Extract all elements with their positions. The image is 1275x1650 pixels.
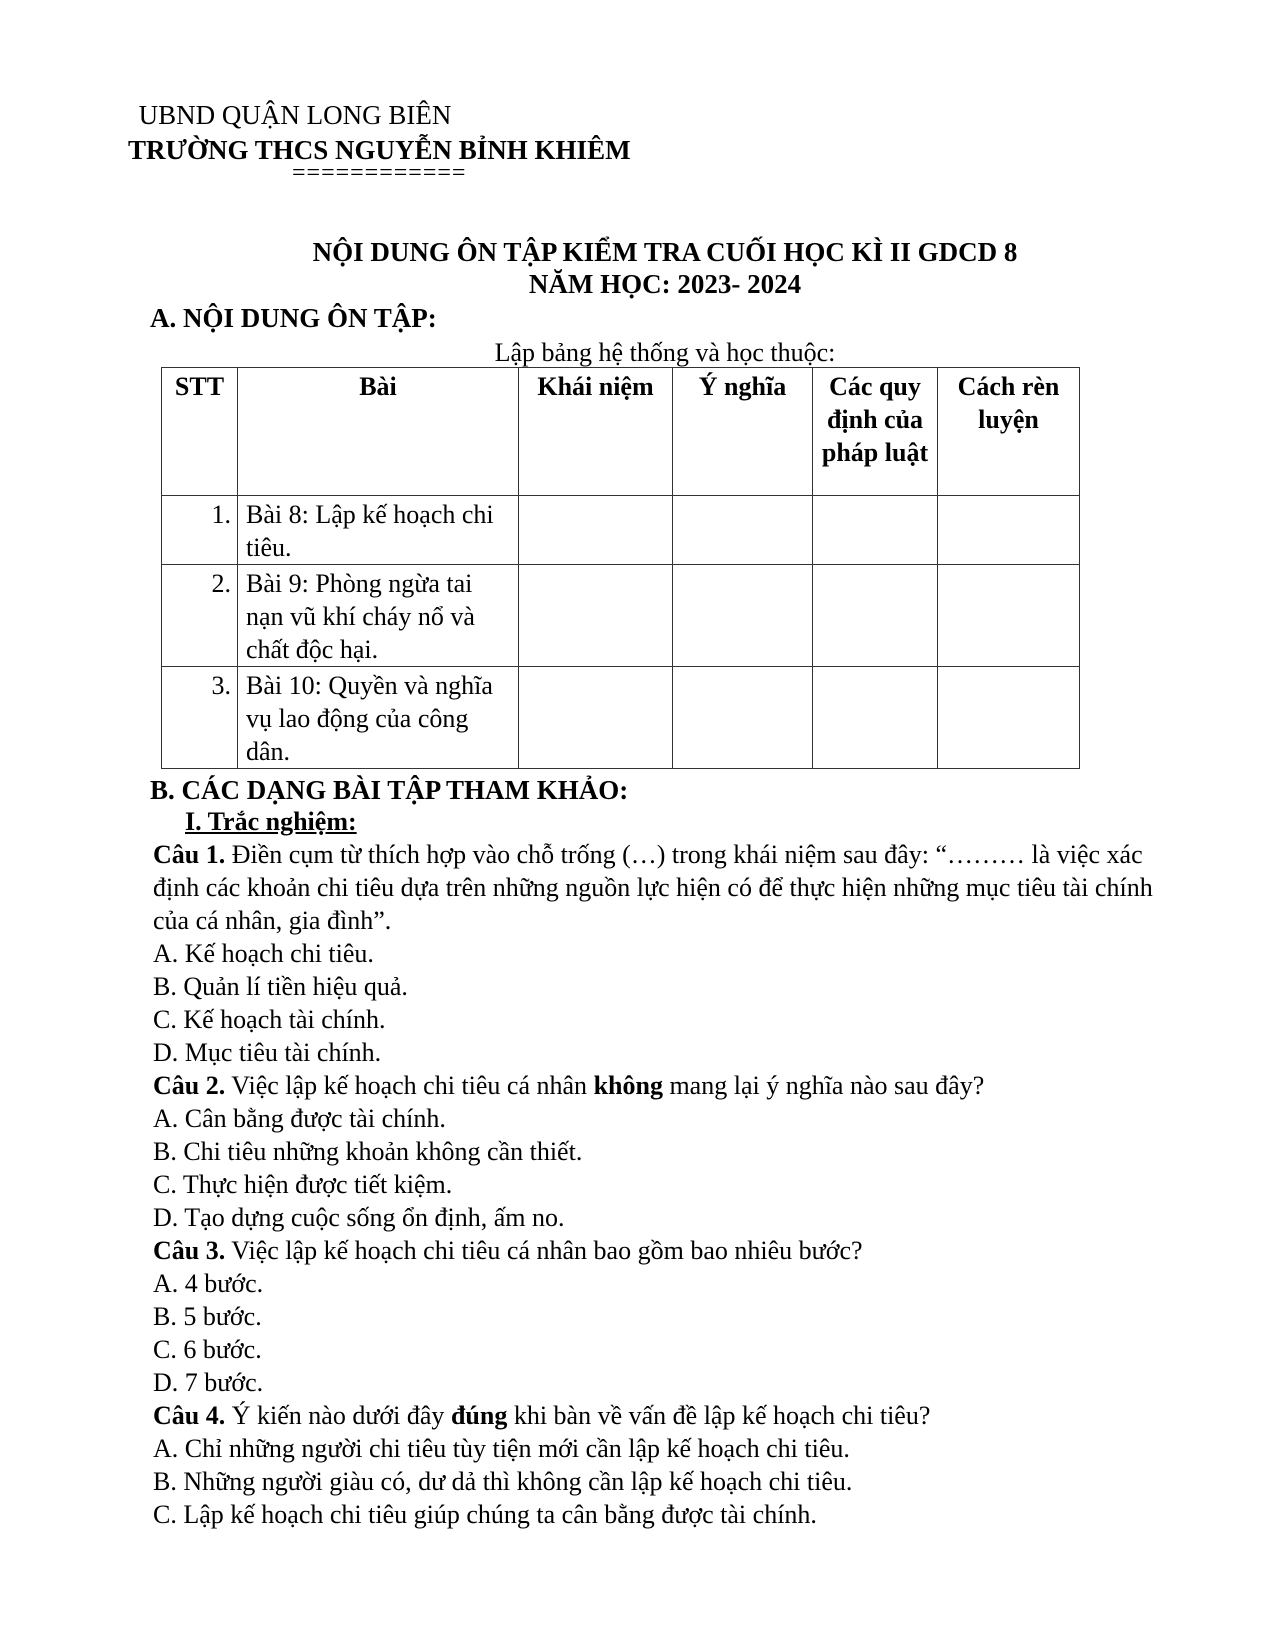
row-stt: 3. — [162, 667, 238, 769]
option: B. Quản lí tiền hiệu quả. — [153, 972, 408, 1001]
header-practice: Cách rèn luyện — [938, 368, 1080, 496]
cell-empty — [673, 496, 813, 565]
option: D. Mục tiêu tài chính. — [153, 1038, 382, 1067]
question-label: Câu 4. — [153, 1401, 226, 1430]
cell-empty — [519, 667, 673, 769]
section-a-heading: A. NỘI DUNG ÔN TẬP: — [150, 303, 437, 333]
document-title: NỘI DUNG ÔN TẬP KIỂM TRA CUỐI HỌC KÌ II GDCD 8 — [312, 237, 1018, 267]
option: A. Cân bằng được tài chính. — [153, 1104, 446, 1133]
question-label: Câu 1. — [153, 840, 226, 869]
question-text: Việc lập kế hoạch chi tiêu cá nhân — [231, 1071, 588, 1100]
header-stt: STT — [162, 368, 238, 496]
table-row — [162, 496, 1080, 565]
header-separator: ============ — [292, 160, 467, 186]
option: B. Những người giàu có, dư dả thì không cần lập kế hoạch chi tiêu. — [153, 1467, 853, 1496]
question-3 — [153, 1234, 1153, 1267]
row-lesson: Bài 10: Quyền và nghĩa vụ lao động của công dân. — [238, 667, 519, 769]
row-stt: 2. — [162, 565, 238, 667]
question-text: Ý kiến nào dưới đây — [231, 1401, 445, 1430]
cell-empty — [813, 496, 938, 565]
table-row — [162, 565, 1080, 667]
question-text: Việc lập kế hoạch chi tiêu cá nhân bao gồm bao nhiêu bước? — [231, 1236, 863, 1265]
option: A. 4 bước. — [153, 1269, 264, 1298]
option: C. 6 bước. — [153, 1335, 262, 1364]
cell-empty — [673, 667, 813, 769]
cell-empty — [519, 496, 673, 565]
question-1 — [153, 838, 1153, 937]
option: A. Chỉ những người chi tiêu tùy tiện mới cần lập kế hoạch chi tiêu. — [153, 1434, 850, 1463]
table-caption: Lập bảng hệ thống và học thuộc: — [494, 338, 836, 367]
table-row — [162, 667, 1080, 769]
option: C. Thực hiện được tiết kiệm. — [153, 1170, 453, 1199]
cell-empty — [813, 565, 938, 667]
cell-empty — [938, 667, 1080, 769]
multiple-choice-heading: I. Trắc nghiệm: — [185, 807, 357, 836]
row-lesson: Bài 8: Lập kế hoạch chi tiêu. — [238, 496, 519, 565]
question-4 — [153, 1399, 1153, 1432]
question-2 — [153, 1069, 1153, 1102]
option: B. 5 bước. — [153, 1302, 262, 1331]
school-year: NĂM HỌC: 2023- 2024 — [528, 269, 802, 299]
question-text: khi bàn về vấn đề lập kế hoạch chi tiêu? — [513, 1401, 931, 1430]
row-stt: 1. — [162, 496, 238, 565]
header-lesson: Bài — [238, 368, 519, 496]
question-emphasis: không — [593, 1071, 663, 1100]
row-lesson: Bài 9: Phòng ngừa tai nạn vũ khí cháy nổ và chất độc hại. — [238, 565, 519, 667]
option: C. Kế hoạch tài chính. — [153, 1005, 386, 1034]
cell-empty — [813, 667, 938, 769]
option: B. Chi tiêu những khoản không cần thiết. — [153, 1137, 583, 1166]
section-b-heading: B. CÁC DẠNG BÀI TẬP THAM KHẢO: — [150, 775, 629, 805]
option: A. Kế hoạch chi tiêu. — [153, 939, 374, 968]
question-emphasis: đúng — [450, 1401, 508, 1430]
header-concept: Khái niệm — [519, 368, 673, 496]
school-name: TRƯỜNG THCS NGUYỄN BỈNH KHIÊM — [128, 135, 631, 165]
department-name: UBND QUẬN LONG BIÊN — [138, 100, 452, 130]
option: C. Lập kế hoạch chi tiêu giúp chúng ta cân bằng được tài chính. — [153, 1500, 817, 1529]
cell-empty — [673, 565, 813, 667]
question-text: mang lại ý nghĩa nào sau đây? — [669, 1071, 985, 1100]
header-meaning: Ý nghĩa — [673, 368, 813, 496]
header-law: Các quy định của pháp luật — [813, 368, 938, 496]
question-label: Câu 2. — [153, 1071, 226, 1100]
question-text: Điền cụm từ thích hợp vào chỗ trống (…) trong khái niệm sau đây: “……… là việc xác định các khoản chi tiêu dựa trên những nguồn lực hiện có để thực hiện những mục tiêu tài chính của cá nhân, gia đình”. — [153, 840, 1153, 935]
option: D. 7 bước. — [153, 1368, 264, 1397]
question-list — [153, 838, 1153, 1531]
cell-empty — [519, 565, 673, 667]
table-header-row — [162, 368, 1080, 496]
cell-empty — [938, 496, 1080, 565]
option: D. Tạo dựng cuộc sống ổn định, ấm no. — [153, 1203, 565, 1232]
cell-empty — [938, 565, 1080, 667]
question-label: Câu 3. — [153, 1236, 226, 1265]
review-table — [161, 367, 1080, 769]
